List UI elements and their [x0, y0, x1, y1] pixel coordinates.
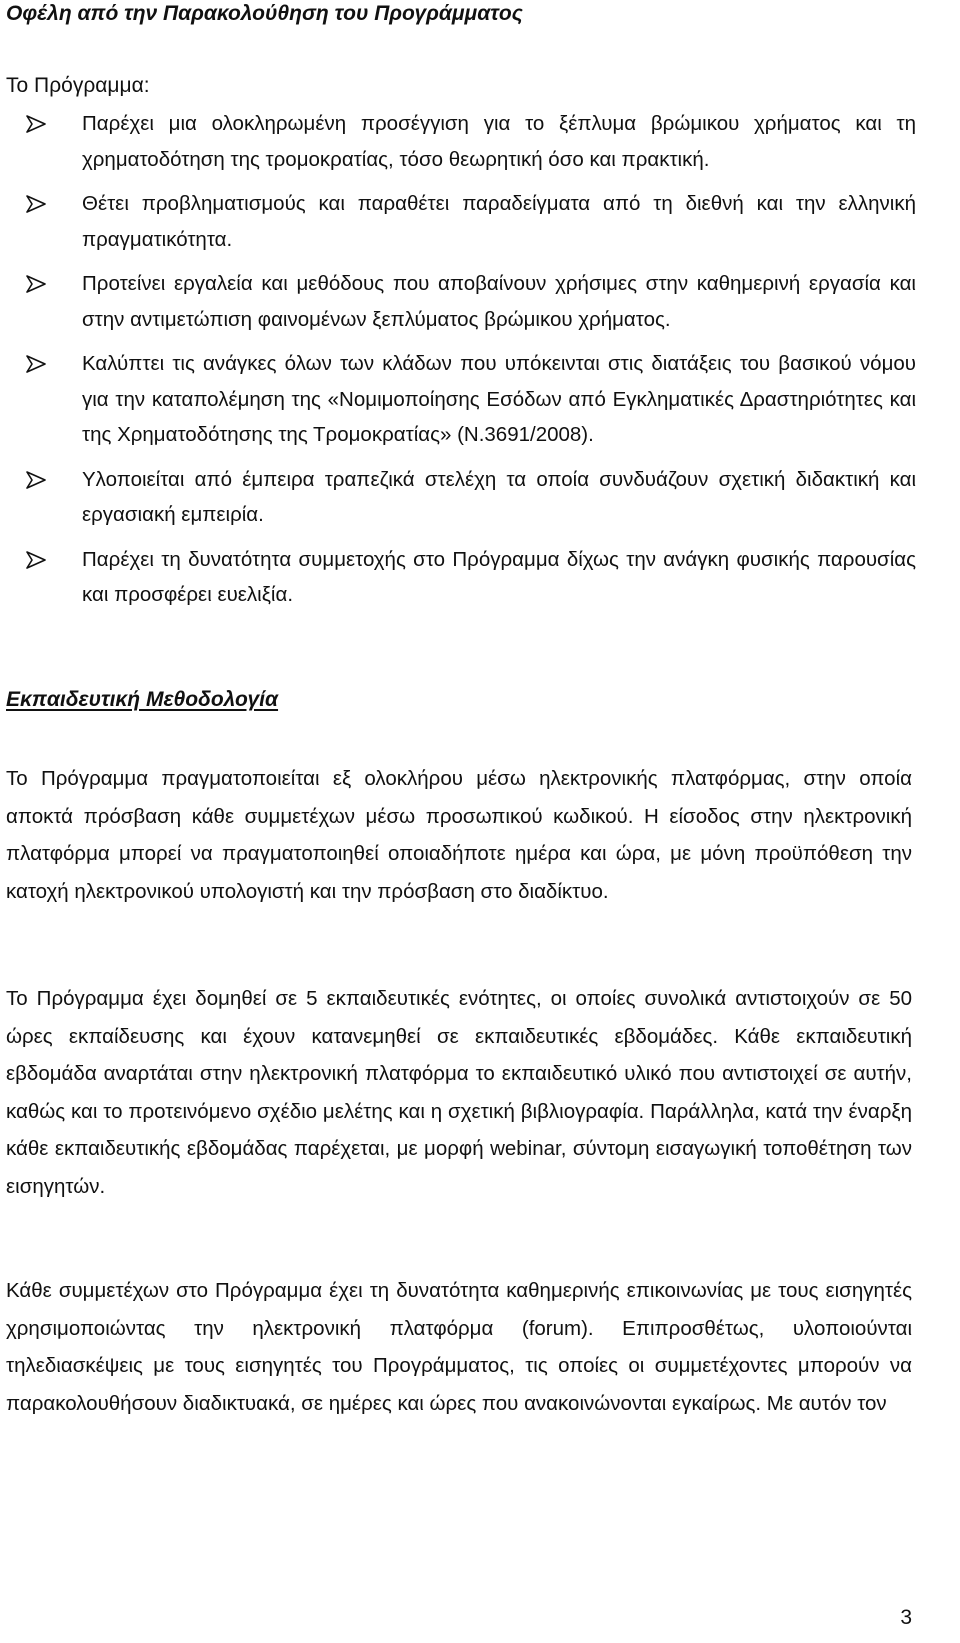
list-item-text: Υλοποιείται από έμπειρα τραπεζικά στελέχη τα οποία συνδυάζουν σχετική διδακτική και εργασιακή εμπειρία. — [82, 467, 916, 526]
methodology-paragraph-3: Κάθε συμμετέχων στο Πρόγραμμα έχει τη δυνατότητα καθημερινής επικοινωνίας με τους εισηγητές χρησιμοποιώντας την ηλεκτρονική πλατφόρμα (forum). Επιπροσθέτως, υλοποιούνται τηλεδιασκέψεις με τους εισηγητές του Προγράμματος, τις οποίες οι συμμετέχοντες μπορούν να παρακολουθήσουν διαδικτυακά, σε ημέρες και ώρες που ανακοινώνονται εγκαίρως. Με αυτόν τον — [6, 1279, 912, 1415]
methodology-paragraph-2: Το Πρόγραμμα έχει δομηθεί σε 5 εκπαιδευτικές ενότητες, οι οποίες συνολικά αντιστοιχούν σε 50 ώρες εκπαίδευσης και έχουν κατανεμηθεί σε εκπαιδευτικές εβδομάδες. Κάθε εκπαιδευτική εβδομάδα αναρτάται στην ηλεκτρονική πλατφόρμα το εκπαιδευτικό υλικό που αντιστοιχεί σε αυτήν, καθώς και το προτεινόμενο σχέδιο μελέτης και η σχετική βιβλιογραφία. Παράλληλα, κατά την έναρξη κάθε εκπαιδευτικής εβδομάδας παρέχεται, με μορφή webinar, σύντομη εισαγωγική τοποθέτηση των εισηγητών. — [6, 987, 912, 1198]
list-item — [6, 346, 916, 453]
arrowhead-bullet-icon — [26, 551, 46, 569]
list-item — [6, 186, 916, 257]
section-title-benefits: Οφέλη από την Παρακολούθηση του Προγράμματος — [6, 2, 523, 25]
methodology-paragraph-1: Το Πρόγραμμα πραγματοποιείται εξ ολοκλήρου μέσω ηλεκτρονικής πλατφόρμας, στην οποία αποκτά πρόσβαση κάθε συμμετέχων μέσω προσωπικού κωδικού. Η είσοδος στην ηλεκτρονική πλατφόρμα μπορεί να πραγματοποιηθεί οποιαδήποτε ημέρα και ώρα, με μόνη προϋπόθεση την κατοχή ηλεκτρονικού υπολογιστή και την πρόσβαση στο διαδίκτυο. — [6, 767, 912, 903]
list-item-text: Θέτει προβληματισμούς και παραθέτει παραδείγματα από τη διεθνή και την ελληνική πραγματικότητα. — [82, 192, 916, 251]
arrowhead-bullet-icon — [26, 275, 46, 293]
list-item — [6, 266, 916, 337]
list-item-text: Παρέχει μια ολοκληρωμένη προσέγγιση για το ξέπλυμα βρώμικου χρήματος και τη χρηματοδότηση της τρομοκρατίας, τόσο θεωρητική όσο και πρακτική. — [82, 112, 916, 171]
arrowhead-bullet-icon — [26, 115, 46, 133]
benefits-list — [6, 106, 916, 622]
list-item-text: Καλύπτει τις ανάγκες όλων των κλάδων που υπόκεινται στις διατάξεις του βασικού νόμου για την καταπολέμηση της «Νομιμοποίησης Εσόδων από Εγκληματικές Δραστηριότητες και της Χρηματοδότησης της Τρομοκρατίας» (Ν.3691/2008). — [82, 352, 916, 446]
list-item-text: Παρέχει τη δυνατότητα συμμετοχής στο Πρόγραμμα δίχως την ανάγκη φυσικής παρουσίας και προσφέρει ευελιξία. — [82, 547, 916, 606]
list-item-text: Προτείνει εργαλεία και μεθόδους που αποβαίνουν χρήσιμες στην καθημερινή εργασία και στην αντιμετώπιση φαινομένων ξεπλύματος βρώμικου χρήματος. — [82, 272, 916, 331]
arrowhead-bullet-icon — [26, 355, 46, 373]
list-item — [6, 462, 916, 533]
intro-label: Το Πρόγραμμα: — [6, 74, 150, 97]
arrowhead-bullet-icon — [26, 471, 46, 489]
section-title-methodology: Εκπαιδευτική Μεθοδολογία — [6, 688, 279, 711]
page-number: 3 — [900, 1606, 912, 1629]
list-item — [6, 542, 916, 613]
list-item — [6, 106, 916, 177]
arrowhead-bullet-icon — [26, 195, 46, 213]
